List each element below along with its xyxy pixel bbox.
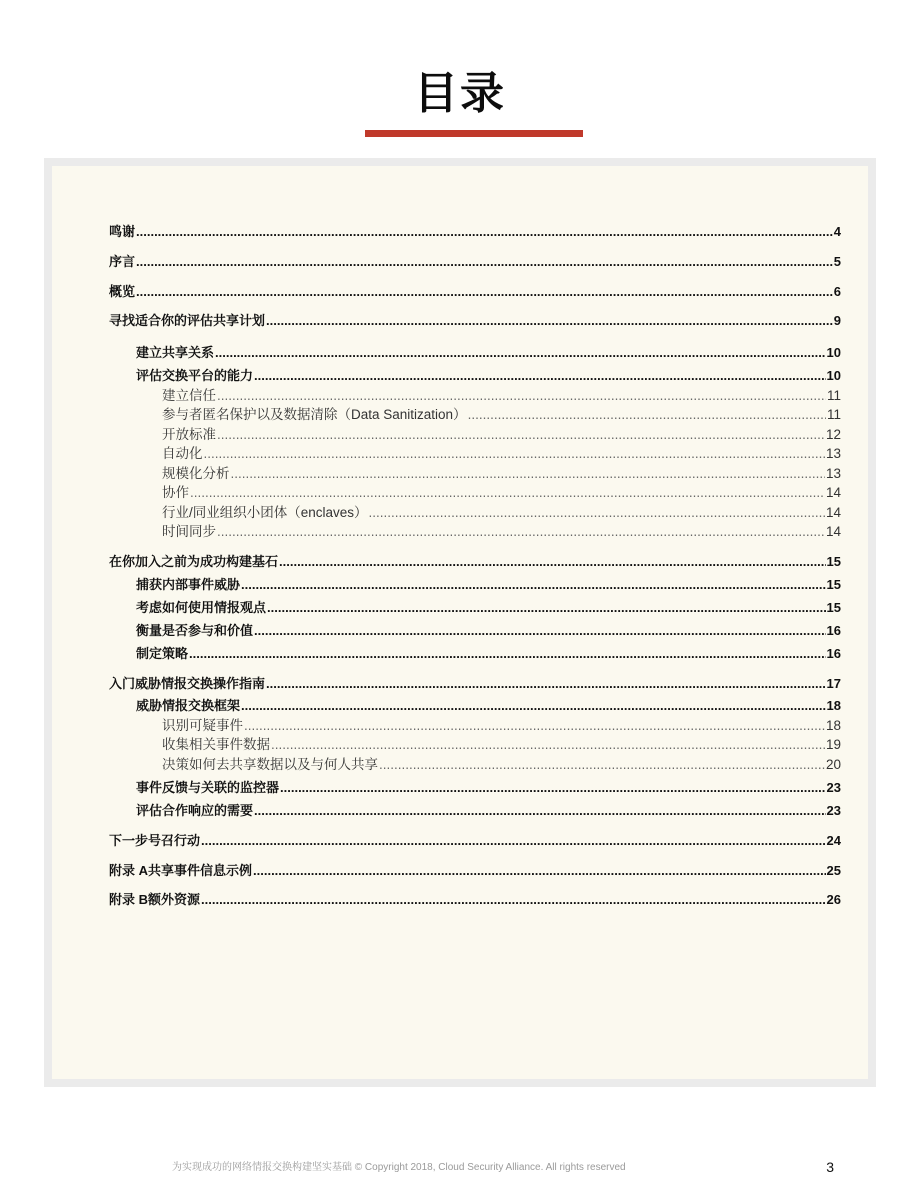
toc-page-number: 26 — [826, 892, 841, 907]
toc-entry[interactable] — [136, 366, 841, 386]
toc-entry[interactable] — [162, 483, 841, 503]
toc-entry-text: 事件反馈与关联的监控器 — [136, 780, 280, 795]
toc-entry-text: 协作 — [162, 485, 189, 500]
toc-entry[interactable] — [162, 755, 841, 775]
toc-leader — [253, 861, 826, 881]
toc-entry[interactable] — [136, 644, 841, 664]
toc-leader — [280, 778, 826, 798]
toc-leader — [279, 552, 826, 572]
toc-page-number: 4 — [833, 224, 841, 239]
toc-entry-text: 建立信任 — [162, 388, 216, 403]
toc-entry-text: 序言 — [109, 254, 136, 269]
toc-leader — [241, 696, 826, 716]
toc-entry[interactable] — [162, 386, 841, 406]
toc-leader — [468, 405, 826, 425]
toc-entry[interactable] — [136, 696, 841, 716]
toc-leader — [369, 503, 825, 523]
toc-leader — [189, 644, 826, 664]
toc-page-number: 20 — [825, 757, 841, 772]
toc-entry[interactable] — [136, 778, 841, 798]
toc-entry-text: 附录 B额外资源 — [109, 892, 201, 907]
toc-leader — [266, 674, 826, 694]
toc-entry[interactable] — [136, 801, 841, 821]
toc-leader — [201, 831, 826, 851]
toc-entry-text: 在你加入之前为成功构建基石 — [109, 554, 279, 569]
toc-leader — [190, 483, 825, 503]
toc-entry-text: 下一步号召行动 — [109, 833, 201, 848]
toc-entry[interactable] — [162, 425, 841, 445]
toc-entry[interactable] — [162, 464, 841, 484]
title-underline — [365, 130, 583, 137]
toc-entry[interactable] — [136, 598, 841, 618]
toc-page-number: 24 — [826, 833, 841, 848]
toc-entry-text: 寻找适合你的评估共享计划 — [109, 313, 266, 328]
toc-leader — [266, 311, 833, 331]
toc-entry-text: 捕获内部事件威胁 — [136, 577, 241, 592]
toc-page-number: 11 — [826, 407, 841, 422]
toc-page-number: 14 — [825, 505, 841, 520]
toc-entry[interactable] — [109, 831, 841, 851]
toc-entry[interactable] — [109, 222, 841, 242]
toc-entry-text: 收集相关事件数据 — [162, 737, 270, 752]
toc-page-number: 14 — [825, 485, 841, 500]
toc-entry-text: 鸣谢 — [109, 224, 136, 239]
toc-entry-text: 衡量是否参与和价值 — [136, 623, 254, 638]
toc-leader — [271, 735, 825, 755]
toc-page-number: 16 — [826, 623, 841, 638]
toc-page-number: 10 — [826, 345, 841, 360]
toc-page-number: 9 — [833, 313, 841, 328]
toc-leader — [201, 890, 826, 910]
toc-leader — [136, 282, 833, 302]
toc-leader — [217, 522, 825, 542]
toc-page-number: 5 — [833, 254, 841, 269]
toc-entry[interactable] — [109, 674, 841, 694]
toc-page-number: 12 — [825, 427, 841, 442]
toc-entry-text: 附录 A共享事件信息示例 — [109, 863, 253, 878]
toc-page-number: 10 — [826, 368, 841, 383]
toc-entry-text: 参与者匿名保护以及数据清除（Data Sanitization） — [162, 407, 467, 422]
toc-entry[interactable] — [109, 282, 841, 302]
toc-leader — [231, 464, 825, 484]
toc-page-number: 13 — [825, 466, 841, 481]
toc-leader — [217, 425, 825, 445]
toc-leader — [215, 343, 826, 363]
toc-entry[interactable] — [109, 861, 841, 881]
toc-leader — [379, 755, 825, 775]
toc-leader — [136, 222, 833, 242]
toc-entry-text: 制定策略 — [136, 646, 189, 661]
toc-entry-text: 决策如何去共享数据以及与何人共享 — [162, 757, 378, 772]
toc-entry-text: 规模化分析 — [162, 466, 230, 481]
toc-entry[interactable] — [109, 890, 841, 910]
toc-leader — [136, 252, 833, 272]
toc-page-number: 11 — [826, 388, 841, 403]
toc-entry[interactable] — [162, 735, 841, 755]
toc-entry-text: 概览 — [109, 284, 136, 299]
toc-entry[interactable] — [109, 311, 841, 331]
toc-entry-text: 识别可疑事件 — [162, 718, 243, 733]
toc-page-number: 23 — [826, 780, 841, 795]
toc-entry-text: 开放标准 — [162, 427, 216, 442]
toc-entry-text: 入门威胁情报交换操作指南 — [109, 676, 266, 691]
toc-leader — [254, 801, 826, 821]
toc-page-number: 18 — [825, 718, 841, 733]
toc-page-number: 16 — [826, 646, 841, 661]
toc-page-number: 15 — [826, 600, 841, 615]
toc-page-number: 17 — [826, 676, 841, 691]
toc-entry[interactable] — [162, 503, 841, 523]
toc-entry-text: 威胁情报交换框架 — [136, 698, 241, 713]
toc-leader — [254, 621, 826, 641]
toc-page-number: 25 — [826, 863, 841, 878]
toc-entry-text: 行业/同业组织小团体（enclaves） — [162, 505, 368, 520]
toc-entry[interactable] — [109, 552, 841, 572]
footer-copyright: 为实现成功的网络情报交换构建坚实基础 © Copyright 2018, Cloud Security Alliance. All rights reserved — [172, 1162, 626, 1173]
toc-page-number: 6 — [833, 284, 841, 299]
toc-entry[interactable] — [136, 575, 841, 595]
toc-leader — [267, 598, 826, 618]
toc-page-number: 18 — [826, 698, 841, 713]
page-number: 3 — [826, 1159, 834, 1175]
toc-page-number: 13 — [825, 446, 841, 461]
toc-entry-text: 评估合作响应的需要 — [136, 803, 254, 818]
toc-entry[interactable] — [136, 621, 841, 641]
toc-entry-text: 时间同步 — [162, 524, 216, 539]
toc-entry-text: 评估交换平台的能力 — [136, 368, 254, 383]
toc-entry[interactable] — [162, 522, 841, 542]
page-title: 目录 — [414, 68, 506, 119]
toc-entry[interactable] — [162, 716, 841, 736]
toc-leader — [241, 575, 826, 595]
toc-leader — [254, 366, 826, 386]
toc-leader — [244, 716, 825, 736]
toc-entry-text: 自动化 — [162, 446, 203, 461]
toc-entry[interactable] — [162, 444, 841, 464]
toc-entry-text: 建立共享关系 — [136, 345, 215, 360]
toc-leader — [217, 386, 826, 406]
toc-page-number: 15 — [826, 554, 841, 569]
toc-page-number: 19 — [825, 737, 841, 752]
toc-page-number: 15 — [826, 577, 841, 592]
toc-entry-text: 考虑如何使用情报观点 — [136, 600, 267, 615]
toc-page-number: 23 — [826, 803, 841, 818]
toc-entry[interactable] — [109, 252, 841, 272]
toc-leader — [204, 444, 825, 464]
toc-page-number: 14 — [825, 524, 841, 539]
toc-entry[interactable] — [136, 343, 841, 363]
toc-entry[interactable] — [162, 405, 841, 425]
